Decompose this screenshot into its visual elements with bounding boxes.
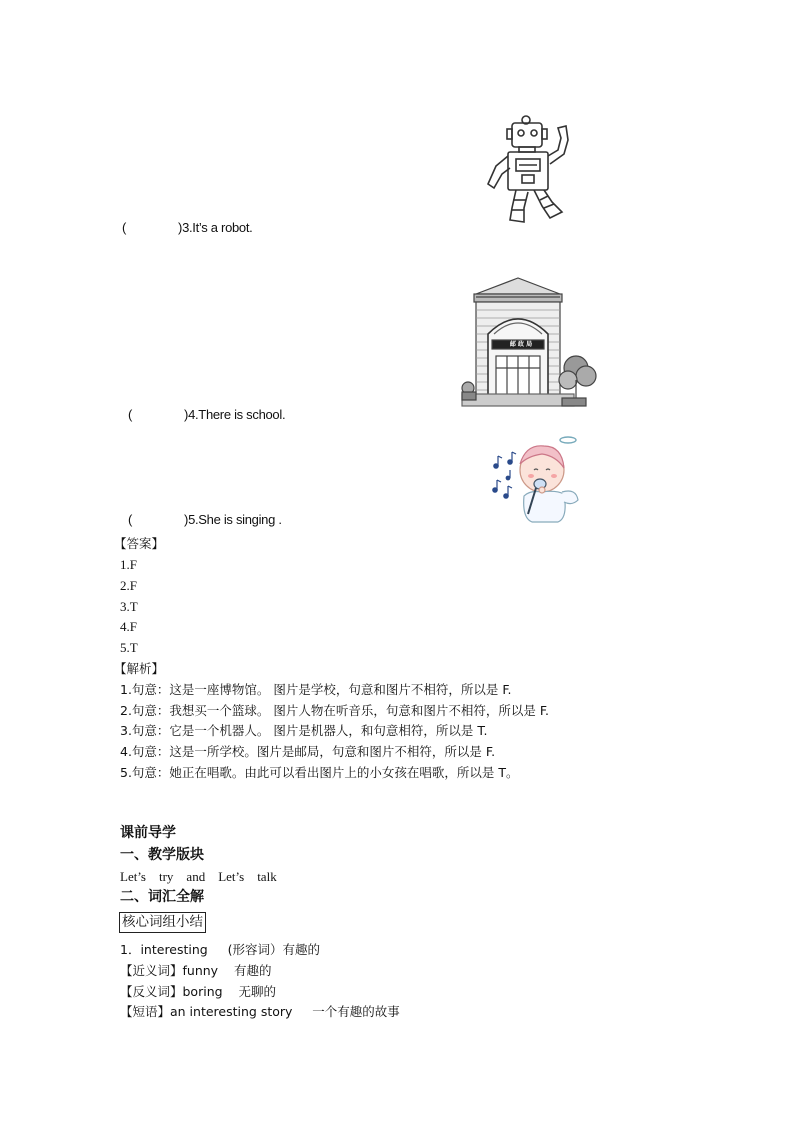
question-text: 4.There is school. <box>188 407 286 422</box>
question-5 <box>128 512 282 528</box>
analysis-item: 4.句意：这是一所学校。图片是邮局，句意和图片不相符，所以是 F. <box>120 744 496 759</box>
part2-title: 二、词汇全解 <box>120 889 204 905</box>
answer-item: 1.F <box>120 557 137 572</box>
analysis-item: 1.句意：这是一座博物馆。 图片是学校，句意和图片不相符，所以是 F. <box>120 682 512 697</box>
analysis-heading: 【解析】 <box>114 661 165 676</box>
singing-girl-picture <box>486 434 590 526</box>
robot-icon <box>474 112 574 230</box>
boxed-label: 核心词组小结 <box>119 912 206 933</box>
analysis-item: 2.句意：我想买一个篮球。 图片人物在听音乐，句意和图片不相符，所以是 F. <box>120 703 550 718</box>
section-title: 课前导学 <box>120 825 176 841</box>
analysis-item: 5.句意：她正在唱歌。由此可以看出图片上的小女孩在唱歌，所以是 T。 <box>120 765 519 780</box>
question-4 <box>128 407 285 423</box>
paren-open: ( <box>122 220 127 235</box>
post-office-picture <box>458 276 600 414</box>
vocab-synonym: 【近义词】funny 有趣的 <box>120 963 272 978</box>
answer-heading: 【答案】 <box>114 536 165 551</box>
answer-item: 4.F <box>120 619 137 634</box>
part1-content: Let’s try and Let’s talk <box>120 869 277 884</box>
paren-open: ( <box>128 407 133 422</box>
post-office-sign: 邮 政 局 <box>509 341 533 348</box>
answer-item: 3.T <box>120 599 138 614</box>
vocab-phrase: 【短语】an interesting story 一个有趣的故事 <box>120 1004 400 1019</box>
vocab-entry: 1．interesting (形容词）有趣的 <box>120 942 320 957</box>
question-3 <box>122 220 252 236</box>
singing-girl-icon <box>486 434 590 526</box>
vocab-antonym: 【反义词】boring 无聊的 <box>120 984 276 999</box>
paren-close: ) <box>184 407 189 422</box>
paren-close: ) <box>184 512 189 527</box>
paren-open: ( <box>128 512 133 527</box>
answer-item: 5.T <box>120 640 138 655</box>
question-text: 3.It’s a robot. <box>182 220 253 235</box>
part1-title: 一、教学版块 <box>120 847 204 863</box>
robot-picture <box>474 112 574 230</box>
question-text: 5.She is singing . <box>188 512 282 527</box>
answer-item: 2.F <box>120 578 137 593</box>
analysis-item: 3.句意：它是一个机器人。 图片是机器人，和句意相符，所以是 T. <box>120 723 488 738</box>
paren-close: ) <box>178 220 183 235</box>
